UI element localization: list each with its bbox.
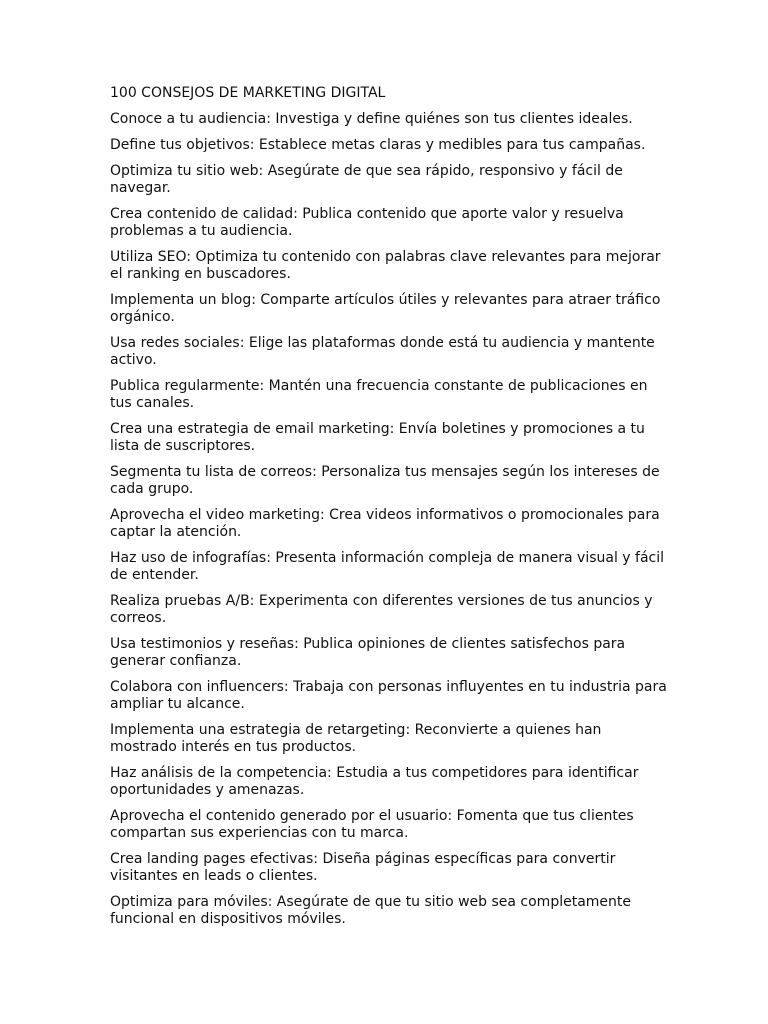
tip-item: Haz uso de infografías: Presenta información compleja de manera visual y fácil de entender. [110, 550, 665, 583]
tip-item: Colabora con influencers: Trabaja con personas influyentes en tu industria para ampliar tu alcance. [110, 679, 667, 712]
tip-item: Realiza pruebas A/B: Experimenta con diferentes versiones de tus anuncios y correos. [110, 593, 653, 626]
tip-item: Usa testimonios y reseñas: Publica opiniones de clientes satisfechos para generar confianza. [110, 636, 626, 669]
tip-item: Publica regularmente: Mantén una frecuencia constante de publicaciones en tus canales. [110, 378, 648, 411]
document-page [110, 85, 670, 937]
tip-item: Optimiza tu sitio web: Asegúrate de que sea rápido, responsivo y fácil de navegar. [110, 163, 623, 196]
tip-item: Implementa una estrategia de retargeting: Reconvierte a quienes han mostrado interés en tus productos. [110, 722, 602, 755]
tip-item: Optimiza para móviles: Asegúrate de que tu sitio web sea completamente funcional en dispositivos móviles. [110, 894, 632, 927]
tip-item: Define tus objetivos: Establece metas claras y medibles para tus campañas. [110, 137, 646, 153]
tips-list [110, 111, 670, 928]
tip-item: Haz análisis de la competencia: Estudia a tus competidores para identificar oportunidades y amenazas. [110, 765, 639, 798]
tip-item: Implementa un blog: Comparte artículos útiles y relevantes para atraer tráfico orgánico. [110, 292, 661, 325]
tip-item: Aprovecha el contenido generado por el usuario: Fomenta que tus clientes compartan sus experiencias con tu marca. [110, 808, 634, 841]
tip-item: Crea una estrategia de email marketing: Envía boletines y promociones a tu lista de suscriptores. [110, 421, 645, 454]
tip-item: Usa redes sociales: Elige las plataformas donde está tu audiencia y mantente activo. [110, 335, 655, 368]
document-title: 100 CONSEJOS DE MARKETING DIGITAL [110, 85, 386, 101]
tip-item: Segmenta tu lista de correos: Personaliza tus mensajes según los intereses de cada grupo. [110, 464, 660, 497]
tip-item: Aprovecha el video marketing: Crea videos informativos o promocionales para captar la atención. [110, 507, 660, 540]
tip-item: Crea landing pages efectivas: Diseña páginas específicas para convertir visitantes en leads o clientes. [110, 851, 616, 884]
tip-item: Crea contenido de calidad: Publica contenido que aporte valor y resuelva problemas a tu audiencia. [110, 206, 624, 239]
tip-item: Utiliza SEO: Optimiza tu contenido con palabras clave relevantes para mejorar el ranking en buscadores. [110, 249, 661, 282]
tip-item: Conoce a tu audiencia: Investiga y define quiénes son tus clientes ideales. [110, 111, 633, 127]
